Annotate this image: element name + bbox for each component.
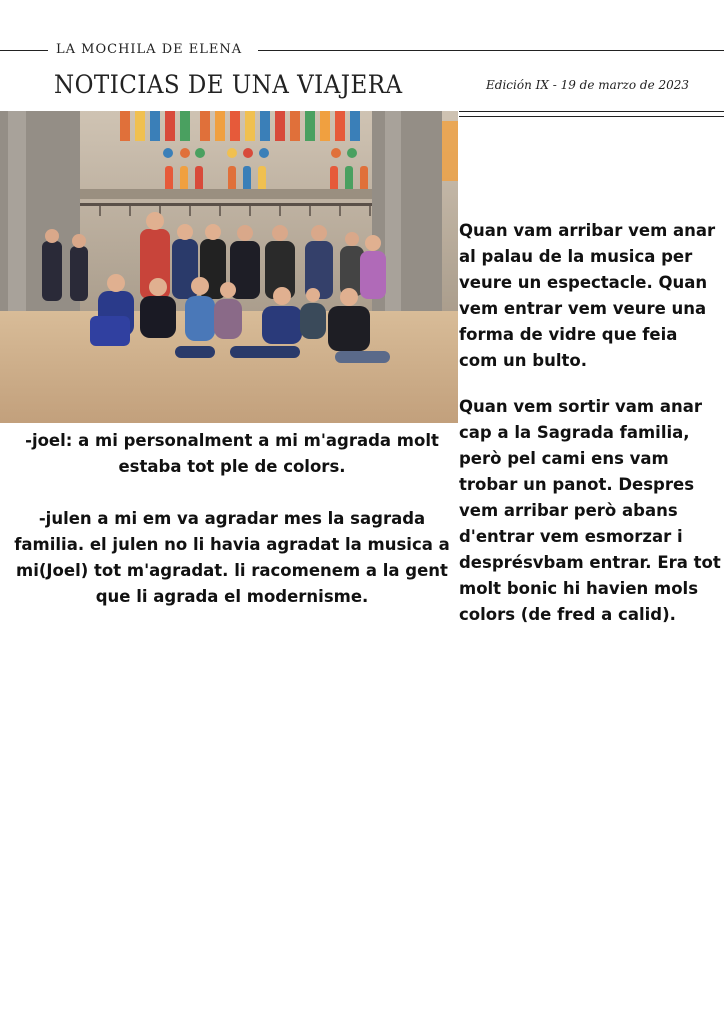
- article-paragraph: Quan vam arribar vem anar al palau de la musica per veure un espectacle. Quan vem entrar vem veure una forma de vidre que feia com un bulto.: [459, 221, 716, 370]
- edition-date: Edición IX - 19 de marzo de 2023: [486, 78, 690, 92]
- article-paragraph: Quan vem sortir vam anar cap a la Sagrada familia, però pel cami ens vam trobar un panot. Despres vem arribar però abans d'entrar vem esmorzar i desprésvbam entrar. Era tot molt bonic hi havien mols colors (de fred a calid).: [459, 397, 721, 624]
- newsletter-title: NOTICIAS DE UNA VIAJERA: [54, 70, 403, 99]
- title-rule-bottom: [459, 116, 724, 117]
- brand-name: LA MOCHILA DE ELENA: [56, 42, 243, 57]
- masthead-rule-right: [258, 50, 724, 51]
- opinions-column: [8, 428, 456, 610]
- article-main-column: [459, 218, 721, 628]
- group-photo: [0, 111, 458, 423]
- title-rule-top: [459, 111, 724, 112]
- masthead-rule-left: [0, 50, 48, 51]
- opinion-paragraph: -joel: a mi personalment a mi m'agrada molt estaba tot ple de colors.: [25, 431, 439, 476]
- opinion-paragraph: -julen a mi em va agradar mes la sagrada familia. el julen no li havia agradat la musica a mi(Joel) tot m'agradat. li racomenem a la gent que li agrada el modernisme.: [14, 509, 450, 606]
